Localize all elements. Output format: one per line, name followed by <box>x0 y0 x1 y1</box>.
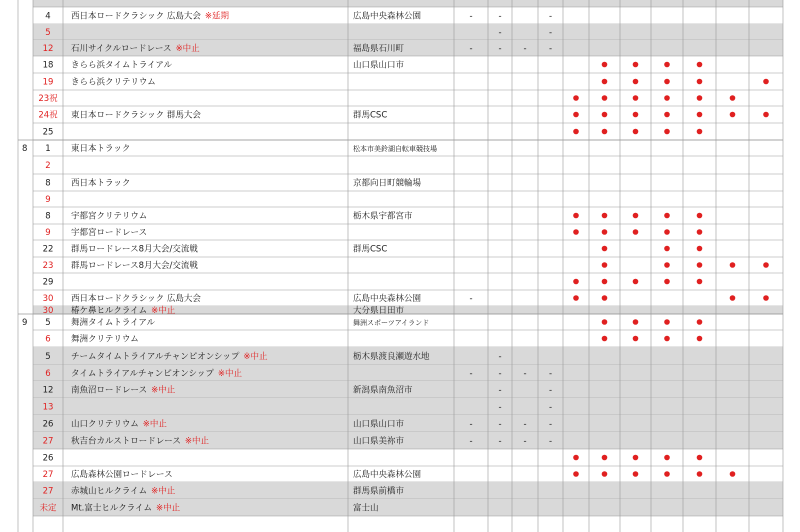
day-cell: 12 <box>42 44 54 54</box>
day-cell: 6 <box>45 334 51 345</box>
dash-mark: - <box>498 436 502 447</box>
category-dot <box>633 471 639 477</box>
event-name: Mt.富士ヒルクライム <box>71 503 152 514</box>
venue-cell: 栃木県渡良瀬遊水地 <box>353 352 430 362</box>
table-row <box>33 24 783 40</box>
event-name: 秋吉台カルストロードレース <box>71 436 181 447</box>
table-row <box>33 178 783 192</box>
table-row <box>33 499 783 516</box>
category-dot <box>573 279 579 285</box>
day-cell: 8 <box>45 211 51 222</box>
category-dot <box>664 95 670 101</box>
day-cell: 30 <box>42 306 54 316</box>
status-note: ※延期 <box>204 11 229 22</box>
category-dot <box>633 112 639 118</box>
table-row <box>33 398 783 415</box>
day-cell: 25 <box>42 127 54 138</box>
day-cell: 27 <box>42 436 54 447</box>
day-cell: 27 <box>42 470 54 480</box>
table-row <box>33 211 783 225</box>
dash-mark: - <box>548 11 553 22</box>
category-dot <box>697 246 703 252</box>
dash-mark: - <box>498 11 502 22</box>
category-dot <box>730 295 736 301</box>
dash-mark: - <box>523 369 527 379</box>
category-dot <box>730 471 736 477</box>
venue-cell: 広島中央森林公園 <box>353 294 422 304</box>
venue-cell: 群馬CSC <box>353 110 388 121</box>
category-dot <box>602 319 608 325</box>
day-cell: 5 <box>45 352 51 362</box>
venue-cell: 山口県美祢市 <box>353 436 405 447</box>
category-dot <box>602 229 608 235</box>
category-dot <box>633 95 639 101</box>
table-row <box>33 244 783 258</box>
dash-mark: - <box>523 44 527 54</box>
category-dot <box>573 455 579 461</box>
category-dot <box>763 112 769 118</box>
status-note: ※中止 <box>155 503 181 514</box>
category-dot <box>697 129 703 135</box>
day-cell: 8 <box>45 178 51 189</box>
category-dot <box>664 262 670 268</box>
category-dot <box>573 129 579 135</box>
category-dot <box>633 455 639 461</box>
status-note: ※中止 <box>151 385 176 396</box>
category-dot <box>697 62 703 68</box>
venue-cell: 広島中央森林公園 <box>353 470 422 480</box>
category-dot <box>697 455 703 461</box>
category-dot <box>602 455 608 461</box>
dash-mark: - <box>498 419 502 430</box>
category-dot <box>664 112 670 118</box>
event-name: タイムトライアルチャンピオンシップ <box>71 369 214 379</box>
venue-cell: 舞洲スポーツアイランド <box>353 319 430 327</box>
venue-cell: 山口県山口市 <box>353 60 405 71</box>
category-dot <box>633 319 639 325</box>
category-dot <box>633 213 639 219</box>
category-dot <box>664 229 670 235</box>
event-name: 赤城山ヒルクライム <box>71 486 148 497</box>
category-dot <box>697 79 703 85</box>
event-name: 群馬ロードレース8月大会/交流戦 <box>71 244 198 255</box>
day-cell: 2 <box>45 161 51 171</box>
day-cell: 5 <box>45 318 51 328</box>
day-cell: 9 <box>45 195 51 205</box>
venue-cell: 群馬CSC <box>353 244 388 255</box>
day-cell: 5 <box>45 28 51 38</box>
day-cell: 26 <box>42 453 54 464</box>
venue-cell: 富士山 <box>353 503 379 514</box>
dash-mark: - <box>469 419 473 430</box>
table-row <box>33 469 783 482</box>
day-cell: 未定 <box>39 503 57 514</box>
table-row <box>33 365 783 381</box>
category-dot <box>602 471 608 477</box>
category-dot <box>602 95 608 101</box>
table-row <box>33 60 783 74</box>
category-dot <box>697 319 703 325</box>
event-name: 西日本トラック <box>71 178 131 189</box>
dash-mark: - <box>498 385 502 396</box>
category-dot <box>664 336 670 342</box>
venue-cell: 群馬県前橋市 <box>353 486 405 497</box>
event-name: 東日本ロードクラシック 群馬大会 <box>71 110 201 121</box>
day-cell: 1 <box>45 144 51 154</box>
status-note: ※中止 <box>184 436 209 447</box>
venue-cell: 新潟県南魚沼市 <box>353 385 413 396</box>
category-dot <box>697 112 703 118</box>
venue-cell: 広島中央森林公園 <box>353 11 422 22</box>
status-note: ※中止 <box>217 369 242 379</box>
dash-mark: - <box>498 402 502 413</box>
event-name: チームタイムトライアルチャンピオンシップ <box>71 352 240 362</box>
dash-mark: - <box>469 436 473 447</box>
category-dot <box>573 229 579 235</box>
venue-cell: 京都向日町競輪場 <box>353 178 422 189</box>
table-row <box>33 334 783 348</box>
cancelled-row-shading <box>33 0 783 7</box>
category-dot <box>602 246 608 252</box>
day-cell: 27 <box>42 486 54 497</box>
dash-mark: - <box>498 369 502 379</box>
category-dot <box>730 95 736 101</box>
day-cell: 23 <box>42 261 54 271</box>
dash-mark: - <box>548 28 553 38</box>
category-dot <box>664 79 670 85</box>
category-dot <box>697 279 703 285</box>
day-cell: 24祝 <box>38 110 58 121</box>
dash-mark: - <box>469 44 473 54</box>
dash-mark: - <box>498 44 502 54</box>
table-row <box>33 347 783 365</box>
event-name: 宇都宮クリテリウム <box>71 211 148 222</box>
category-dot <box>664 246 670 252</box>
day-cell: 26 <box>42 419 54 430</box>
dash-mark: - <box>498 28 502 38</box>
category-dot <box>664 455 670 461</box>
table-row <box>18 140 783 156</box>
category-dot <box>602 262 608 268</box>
table-row <box>33 93 783 106</box>
category-dot <box>697 213 703 219</box>
status-note: ※中止 <box>243 352 268 362</box>
table-row <box>33 432 783 449</box>
dash-mark: - <box>469 369 473 379</box>
table-row <box>33 293 783 306</box>
category-dot <box>573 112 579 118</box>
cancelled-row-shading <box>33 398 783 415</box>
table-row <box>33 110 783 124</box>
event-name: 南魚沼ロードレース <box>71 385 148 396</box>
table-row <box>33 161 783 174</box>
status-note: ※中止 <box>151 486 176 497</box>
category-dot <box>633 62 639 68</box>
category-dot <box>697 336 703 342</box>
category-dot <box>602 62 608 68</box>
day-cell: 30 <box>42 294 54 304</box>
category-dot <box>730 262 736 268</box>
table-row <box>33 415 783 432</box>
table-row <box>33 128 783 141</box>
day-cell: 13 <box>42 402 54 413</box>
category-dot <box>633 129 639 135</box>
category-dot <box>763 295 769 301</box>
cancelled-row-shading <box>33 24 783 40</box>
event-name: 石川サイクルロードレース <box>71 44 172 54</box>
event-name: 広島森林公園ロードレース <box>71 470 173 480</box>
day-cell: 18 <box>42 60 54 71</box>
event-name: 西日本ロードクラシック 広島大会 <box>71 294 201 304</box>
day-cell: 6 <box>45 369 51 379</box>
day-cell: 19 <box>42 77 54 88</box>
category-dot <box>763 79 769 85</box>
table-row <box>33 40 783 56</box>
category-dot <box>602 213 608 219</box>
category-dot <box>602 336 608 342</box>
table-row <box>33 454 783 467</box>
category-dot <box>573 295 579 301</box>
category-dot <box>697 95 703 101</box>
category-dot <box>664 471 670 477</box>
event-name: 舞洲タイムトライアル <box>71 318 155 328</box>
category-dot <box>602 129 608 135</box>
month-label: 8 <box>22 144 28 154</box>
month-label: 9 <box>22 318 28 328</box>
table-row <box>33 278 783 291</box>
dash-mark: - <box>498 352 502 362</box>
category-dot <box>763 262 769 268</box>
event-name: きらら浜クリテリウム <box>71 77 156 88</box>
event-name: 西日本ロードクラシック 広島大会 <box>71 11 201 22</box>
dash-mark: - <box>548 402 553 413</box>
category-dot <box>573 95 579 101</box>
dash-mark: - <box>469 11 473 22</box>
category-dot <box>697 262 703 268</box>
category-dot <box>633 229 639 235</box>
category-dot <box>697 229 703 235</box>
day-cell: 9 <box>45 228 51 238</box>
status-note: ※中止 <box>151 306 176 316</box>
category-dot <box>633 336 639 342</box>
status-note: ※中止 <box>175 44 200 54</box>
category-dot <box>664 62 670 68</box>
category-dot <box>664 319 670 325</box>
table-row <box>33 195 783 207</box>
venue-cell: 福島県石川町 <box>353 44 405 54</box>
event-name: きらら浜タイムトライアル <box>71 60 172 71</box>
status-note: ※中止 <box>142 419 167 430</box>
dash-mark: - <box>548 385 553 396</box>
table-row <box>18 314 783 330</box>
category-dot <box>602 279 608 285</box>
dash-mark: - <box>523 419 527 430</box>
venue-cell: 山口県山口市 <box>353 419 405 430</box>
dash-mark: - <box>548 436 553 447</box>
table-row <box>33 77 783 91</box>
dash-mark: - <box>548 369 553 379</box>
table-row <box>33 227 783 240</box>
category-dot <box>664 213 670 219</box>
event-name: 舞洲クリテリウム <box>71 334 139 345</box>
category-dot <box>602 295 608 301</box>
dash-mark: - <box>523 436 527 447</box>
category-dot <box>664 129 670 135</box>
event-name: 宇都宮ロードレース <box>71 228 148 238</box>
venue-cell: 大分県日田市 <box>353 306 405 316</box>
event-name: 山口クリテリウム <box>71 419 139 430</box>
category-dot <box>573 213 579 219</box>
venue-cell: 栃木県宇都宮市 <box>353 211 413 222</box>
category-dot <box>602 79 608 85</box>
event-name: 椿ケ鼻ヒルクライム <box>71 306 148 316</box>
venue-cell: 松本市美鈴湖自転車競技場 <box>353 145 437 153</box>
category-dot <box>602 112 608 118</box>
event-name: 群馬ロードレース8月大会/交流戦 <box>71 261 198 271</box>
category-dot <box>633 279 639 285</box>
event-name: 東日本トラック <box>71 144 131 154</box>
table-row <box>33 381 783 398</box>
category-dot <box>697 471 703 477</box>
table-row <box>33 0 783 7</box>
dash-mark: - <box>548 419 553 430</box>
category-dot <box>633 79 639 85</box>
table-row <box>33 260 783 273</box>
day-cell: 29 <box>42 277 54 288</box>
day-cell: 12 <box>42 385 54 396</box>
category-dot <box>664 279 670 285</box>
day-cell: 22 <box>42 244 54 255</box>
table-row <box>33 482 783 499</box>
day-cell: 23祝 <box>38 94 58 104</box>
category-dot <box>730 112 736 118</box>
day-cell: 4 <box>45 11 51 22</box>
dash-mark: - <box>548 44 553 54</box>
category-dot <box>573 471 579 477</box>
dash-mark: - <box>469 294 473 304</box>
table-row <box>33 11 783 25</box>
